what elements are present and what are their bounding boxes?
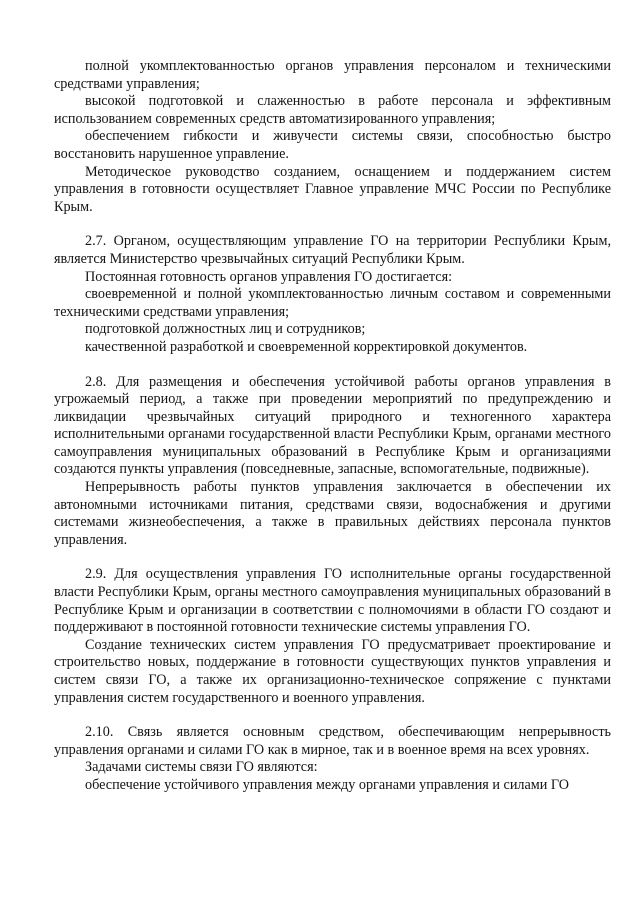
paragraph-section-2-9: 2.9. Для осуществления управления ГО исполнительные органы государственной власти Республики Крым, органы местного самоуправления муниципальных образований в Республике Крым и организации в соответствии с полномочиями в области ГО создают и поддерживают в постоянной готовности технические системы управления ГО. bbox=[54, 566, 611, 636]
paragraph-section-2-10: 2.10. Связь является основным средством, обеспечивающим непрерывность управления органами и силами ГО как в мирное, так и в военное время на всех уровнях. bbox=[54, 724, 611, 758]
paragraph: Непрерывность работы пунктов управления заключается в обеспечении их автономными источниками питания, средствами связи, водоснабжения и другими системами жизнеобеспечения, а также в правильных действиях персонала пунктов управления. bbox=[54, 479, 611, 548]
paragraph: обеспечением гибкости и живучести системы связи, способностью быстро восстановить нарушенное управление. bbox=[54, 128, 611, 162]
paragraph: Создание технических систем управления ГО предусматривает проектирование и строительство новых, поддержание в готовности существующих пунктов управления и систем связи ГО, а также их организационно-техническое сопряжение с пунктами управления систем государственного и военного управления. bbox=[54, 636, 611, 706]
paragraph-section-2-7: 2.7. Органом, осуществляющим управление ГО на территории Республики Крым, является Министерство чрезвычайных ситуаций Республики Крым. bbox=[54, 233, 611, 267]
paragraph: своевременной и полной укомплектованностью личным составом и современными техническими средствами управления; bbox=[54, 286, 611, 320]
paragraph: полной укомплектованностью органов управления персоналом и техническими средствами управления; bbox=[54, 58, 611, 92]
document-page bbox=[54, 58, 611, 795]
paragraph: качественной разработкой и своевременной корректировкой документов. bbox=[85, 338, 528, 355]
paragraph: высокой подготовкой и слаженностью в работе персонала и эффективным использованием современных средств автоматизированного управления; bbox=[54, 93, 611, 127]
paragraph: Задачами системы связи ГО являются: bbox=[85, 759, 318, 776]
paragraph: обеспечение устойчивого управления между органами управления и силами ГО bbox=[85, 776, 570, 793]
paragraph: Постоянная готовность органов управления ГО достигается: bbox=[85, 268, 453, 285]
paragraph: Методическое руководство созданием, оснащением и поддержанием систем управления в готовности осуществляет Главное управление МЧС России по Республике Крым. bbox=[54, 163, 611, 215]
paragraph: подготовкой должностных лиц и сотрудников; bbox=[85, 321, 366, 338]
paragraph-section-2-8: 2.8. Для размещения и обеспечения устойчивой работы органов управления в угрожаемый период, а также при проведении мероприятий по предупреждению и ликвидации чрезвычайных ситуаций природного и техногенного характера исполнительными органами государственной власти Республики Крым, органами местного самоуправления муниципальных образований в Республике Крым и организациями создаются пункты управления (повседневные, запасные, вспомогательные, подвижные). bbox=[54, 373, 611, 478]
